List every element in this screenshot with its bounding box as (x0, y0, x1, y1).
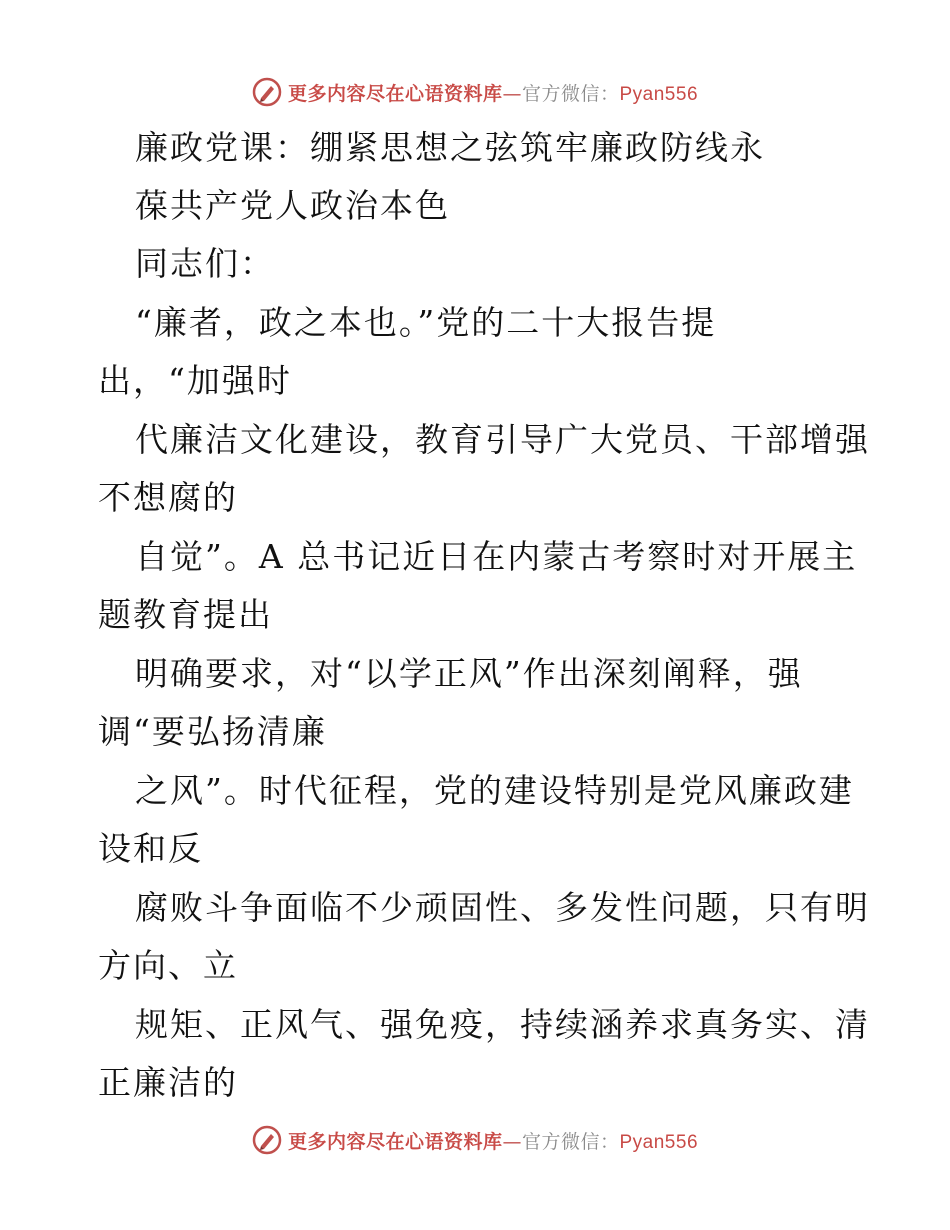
body-line: 方向、立 (98, 946, 238, 985)
watermark-separator: — (502, 82, 522, 105)
pen-logo-icon (252, 1125, 282, 1155)
body-line: 规矩、正风气、强免疫，持续涵养求真务实、清 (135, 1005, 870, 1044)
footer-watermark (0, 1120, 950, 1160)
body-line: 题教育提出 (98, 595, 273, 634)
watermark-main: 更多内容尽在心语资料库 (287, 1130, 503, 1153)
watermark-id: Pyan556 (619, 83, 699, 105)
body-line: 出，“加强时 (98, 361, 292, 400)
body-line: 不想腐的 (98, 478, 238, 517)
watermark-sub: 官方微信： (521, 82, 620, 105)
watermark-sub: 官方微信： (521, 1130, 620, 1153)
watermark-main: 更多内容尽在心语资料库 (287, 82, 503, 105)
body-line: 明确要求，对“以学正风”作出深刻阐释，强 (135, 654, 803, 693)
watermark-text (288, 1127, 698, 1154)
body-line: 腐败斗争面临不少顽固性、多发性问题，只有明 (135, 888, 870, 927)
body-line: 调“要弘扬清廉 (98, 712, 327, 751)
body-line: 自觉”。A 总书记近日在内蒙古考察时对开展主 (135, 537, 858, 576)
title-line-2: 葆共产党人政治本色 (135, 186, 450, 225)
body-line: 代廉洁文化建设，教育引导广大党员、干部增强 (135, 420, 870, 459)
body-line: 设和反 (98, 829, 203, 868)
watermark-id: Pyan556 (619, 1131, 699, 1153)
salutation: 同志们： (135, 244, 275, 283)
watermark-separator: — (502, 1130, 522, 1153)
body-line: 之风”。时代征程，党的建设特别是党风廉政建 (135, 771, 854, 810)
body-line: “廉者，政之本也。”党的二十大报告提 (135, 303, 717, 342)
body-line: 正廉洁的 (98, 1063, 238, 1102)
title-line-1: 廉政党课：绷紧思想之弦筑牢廉政防线永 (135, 128, 765, 167)
